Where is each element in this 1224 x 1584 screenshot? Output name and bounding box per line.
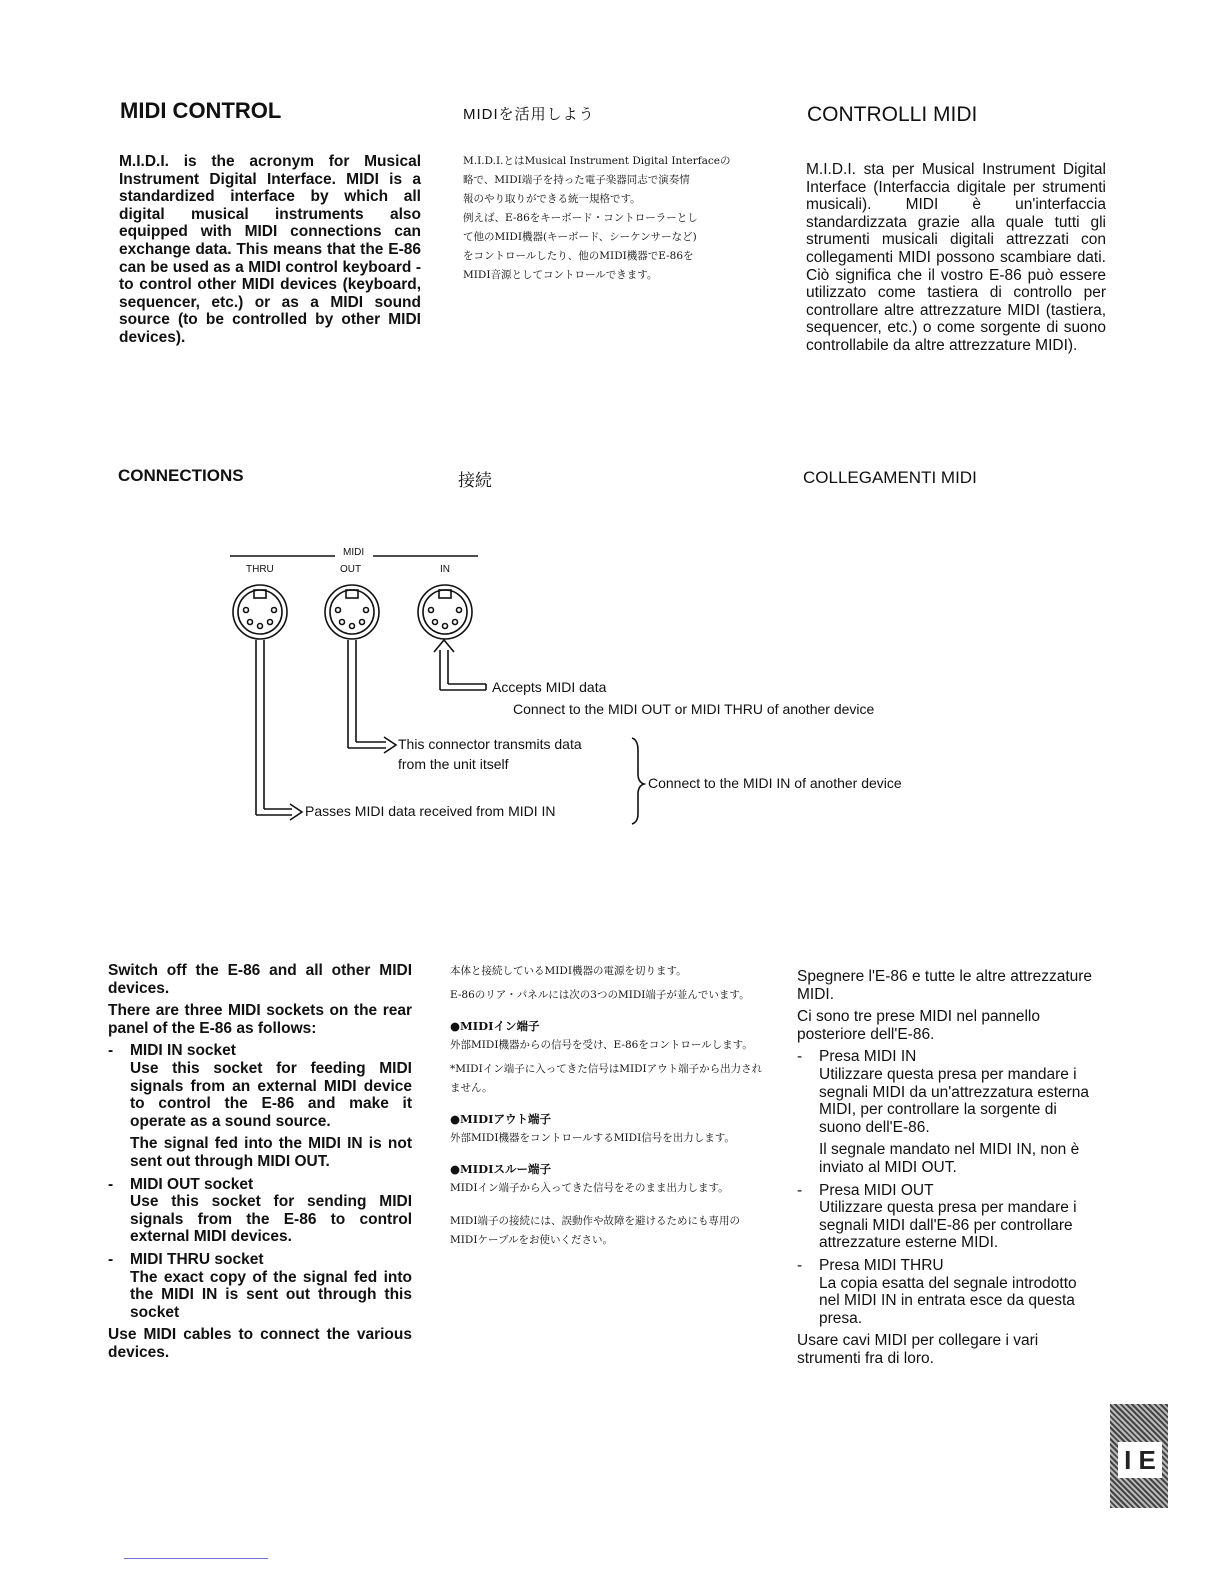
- en-midi-out-item: - MIDI OUT socket: [108, 1175, 254, 1193]
- bottom-italian: [797, 968, 1097, 1372]
- it-midi-in-title: Presa MIDI IN: [819, 1048, 917, 1066]
- label-in: IN: [440, 564, 450, 575]
- intro-english: M.I.D.I. is the acronym for Musical Instrument Digital Interface. MIDI is a standardized interface by which all digital musical instruments also equipped with MIDI connections can exchange data. This means that the E-86 can be used as a MIDI control keyboard - to control other MIDI devices (keyboard, sequencer, etc.) or as a MIDI sound source (to be controlled by other MIDI devices).: [119, 153, 421, 346]
- label-connect-in: Connect to the MIDI IN of another device: [648, 775, 902, 791]
- language-tab-label: I E: [1118, 1442, 1162, 1478]
- en-midi-in-note: The signal fed into the MIDI IN is not sent out through MIDI OUT.: [130, 1135, 412, 1170]
- en-use-cables: Use MIDI cables to connect the various devices.: [108, 1326, 412, 1361]
- intro-japanese: [463, 152, 783, 285]
- jp-midi-thru-desc: MIDIイン端子から入ってきた信号をそのまま出力します。: [450, 1182, 729, 1194]
- it-midi-out-desc: Utilizzare questa presa per mandare i segnali MIDI dall'E-86 per controllare attrezzature esterne MIDI.: [819, 1199, 1077, 1252]
- heading-collegamenti: COLLEGAMENTI MIDI: [803, 468, 977, 487]
- midi-thru-socket: [233, 585, 287, 639]
- label-midi: MIDI: [343, 547, 365, 558]
- it-midi-in-item: - Presa MIDI IN: [797, 1048, 917, 1066]
- en-midi-out-title: MIDI OUT socket: [130, 1175, 254, 1193]
- midi-out-socket: [325, 585, 379, 639]
- jp-midi-thru-title: ●MIDIスルー端子: [450, 1162, 551, 1176]
- bottom-english: [108, 962, 412, 1366]
- it-midi-in-note: Il segnale mandato nel MIDI IN, non è inviato al MIDI OUT.: [819, 1141, 1080, 1176]
- intro-jp-line: 報のやり取りができる統一規格です。: [463, 193, 641, 205]
- heading-controlli-midi: CONTROLLI MIDI: [807, 103, 978, 126]
- heading-midi-control: MIDI CONTROL: [120, 98, 282, 123]
- it-midi-out-title: Presa MIDI OUT: [819, 1181, 934, 1199]
- it-midi-in-desc: Utilizzare questa presa per mandare i segnali MIDI da un'attrezzatura esterna MIDI, per controllare la sorgente di suono dell'E-86.: [819, 1065, 1090, 1136]
- bottom-japanese: [450, 962, 765, 1255]
- jp-midi-out-title: ●MIDIアウト端子: [450, 1112, 551, 1126]
- it-midi-thru-desc: La copia esatta del segnale introdotto nel MIDI IN in entrata esce da questa presa.: [819, 1274, 1077, 1327]
- it-midi-thru-title: Presa MIDI THRU: [819, 1256, 944, 1274]
- jp-midi-in-desc: 外部MIDI機器からの信号を受け、E-86をコントロールします。: [450, 1039, 753, 1051]
- jp-midi-in-note: *MIDIイン端子に入ってきた信号はMIDIアウト端子から出力されません。: [450, 1063, 763, 1094]
- intro-jp-line: M.I.D.I.とはMusical Instrument Digital Interfaceの: [463, 155, 731, 167]
- heading-connections-jp: 接続: [458, 471, 492, 490]
- en-midi-thru-desc: The exact copy of the signal fed into the MIDI IN is sent out through this socket: [130, 1268, 412, 1321]
- jp-midi-in-title: ●MIDIイン端子: [450, 1019, 540, 1033]
- intro-italian: M.I.D.I. sta per Musical Instrument Digital Interface (Interfaccia digitale per strumenti musicali). MIDI è un'interfaccia standardizzata grazie alla quale tutti gli strumenti musicali digitali attrezzati con collegamenti MIDI possono scambiare dati. Ciò significa che il vostro E-86 può essere utilizzato come tastiera di controllo per controllare altre attrezzature MIDI (tastiera, sequencer, etc.) o come sorgente di suono controllabile da altre attrezzature MIDI).: [806, 161, 1106, 354]
- midi-in-socket: [418, 585, 472, 639]
- it-three-sockets: Ci sono tre prese MIDI nel pannello posteriore dell'E-86.: [797, 1008, 1040, 1043]
- heading-midi-control-jp: MIDIを活用しよう: [463, 106, 595, 123]
- in-arrow: [434, 640, 486, 690]
- bracket: [632, 738, 644, 824]
- intro-jp-line: MIDI音源としてコントロールできます。: [463, 269, 658, 281]
- midi-connection-diagram: [0, 530, 1224, 830]
- it-midi-thru-item: - Presa MIDI THRU: [797, 1256, 944, 1274]
- language-tab: [1110, 1404, 1168, 1508]
- jp-switch-off: 本体と接続しているMIDI機器の電源を切ります。: [450, 965, 687, 977]
- en-midi-out-desc: Use this socket for sending MIDI signals from the E-86 to control external MIDI devices.: [130, 1193, 412, 1246]
- jp-midi-out-desc: 外部MIDI機器をコントロールするMIDI信号を出力します。: [450, 1132, 735, 1144]
- en-midi-in-title: MIDI IN socket: [130, 1042, 236, 1060]
- out-arrow: [348, 640, 396, 753]
- en-switch-off: Switch off the E-86 and all other MIDI devices.: [108, 962, 412, 997]
- label-out: OUT: [340, 564, 362, 575]
- en-midi-in-item: - MIDI IN socket: [108, 1042, 236, 1060]
- label-connect-out: Connect to the MIDI OUT or MIDI THRU of another device: [513, 701, 875, 717]
- jp-use-cables: MIDI端子の接続には、誤動作や故障を避けるためにも専用のMIDIケーブルをお使いください。: [450, 1215, 740, 1246]
- en-midi-in-desc: Use this socket for feeding MIDI signals from an external MIDI device to control the E-86 and make it operate as a sound source.: [130, 1059, 412, 1130]
- footer-rule: [124, 1558, 268, 1559]
- it-switch-off: Spegnere l'E-86 e tutte le altre attrezzature MIDI.: [797, 968, 1093, 1003]
- label-accepts: Accepts MIDI data: [492, 679, 607, 695]
- it-midi-out-item: - Presa MIDI OUT: [797, 1181, 934, 1199]
- thru-arrow: [256, 640, 302, 820]
- heading-connections: CONNECTIONS: [118, 466, 244, 485]
- label-thru: THRU: [246, 564, 274, 575]
- intro-jp-line: をコントロールしたり、他のMIDI機器でE-86を: [463, 250, 694, 262]
- label-passes: Passes MIDI data received from MIDI IN: [305, 803, 556, 819]
- it-use-cables: Usare cavi MIDI per collegare i vari strumenti fra di loro.: [797, 1332, 1039, 1367]
- en-three-sockets: There are three MIDI sockets on the rear panel of the E-86 as follows:: [108, 1002, 412, 1037]
- en-midi-thru-title: MIDI THRU socket: [130, 1250, 264, 1268]
- intro-jp-line: て他のMIDI機器(キーボード、シーケンサーなど): [463, 231, 697, 243]
- label-transmits-1: This connector transmits data: [398, 736, 582, 752]
- en-midi-thru-item: - MIDI THRU socket: [108, 1250, 264, 1268]
- jp-three-sockets: E-86のリア・パネルには次の3つのMIDI端子が並んでいます。: [450, 989, 750, 1001]
- intro-jp-line: 例えば、E-86をキーボード・コントローラーとし: [463, 212, 698, 224]
- label-transmits-2: from the unit itself: [398, 756, 509, 772]
- intro-jp-line: 略で、MIDI端子を持った電子楽器同志で演奏情: [463, 174, 690, 186]
